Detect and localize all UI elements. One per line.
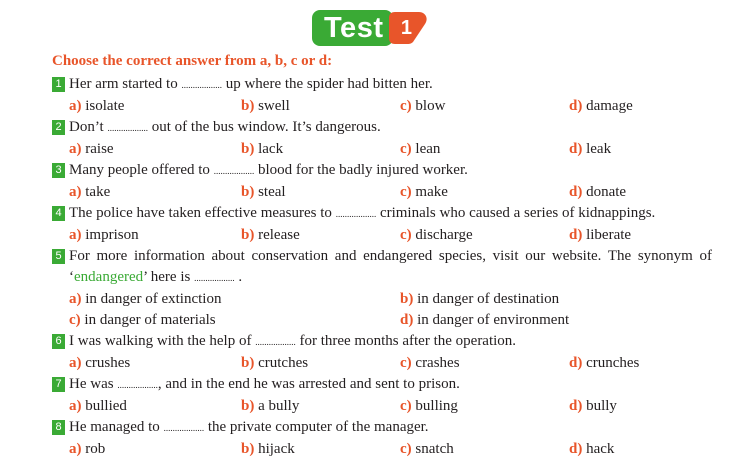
- option-a[interactable]: a) crushes: [69, 355, 131, 371]
- question-text-mid: ’ here is: [143, 269, 191, 285]
- question-2: [52, 117, 712, 139]
- blank: ..................: [335, 209, 377, 219]
- highlighted-word: endangered: [74, 269, 144, 285]
- question-7: [52, 374, 712, 396]
- option-d[interactable]: d) bully: [569, 398, 617, 414]
- option-c[interactable]: c) crashes: [400, 355, 460, 371]
- blank: ..................: [117, 380, 158, 390]
- option-b[interactable]: b) in danger of destination: [400, 291, 560, 307]
- question-4: [52, 203, 712, 225]
- option-b[interactable]: b) crutches: [241, 355, 309, 371]
- options-row: [52, 439, 712, 460]
- option-c[interactable]: c) discharge: [400, 227, 473, 243]
- test-header: [312, 8, 429, 48]
- option-d[interactable]: d) donate: [569, 184, 627, 200]
- question-number: 8: [52, 420, 65, 435]
- question-text-after: for three months after the operation.: [299, 333, 517, 349]
- question-text-before: For more information about conservation and endangered species, visit our website. The synonym of ‘: [69, 248, 712, 285]
- blank: ..................: [213, 166, 255, 176]
- test-number: 1: [400, 17, 413, 39]
- option-b[interactable]: b) swell: [241, 98, 290, 114]
- question-text-before: Her arm started to: [69, 76, 178, 92]
- option-a[interactable]: a) bullied: [69, 398, 127, 414]
- options-row: [52, 353, 712, 374]
- option-b[interactable]: b) hijack: [241, 441, 295, 457]
- option-c[interactable]: c) snatch: [400, 441, 454, 457]
- question-number: 1: [52, 77, 65, 92]
- question-text-after: up where the spider had bitten her.: [225, 76, 433, 92]
- question-text-after: criminals who caused a series of kidnappings.: [379, 205, 656, 221]
- option-c[interactable]: c) blow: [400, 98, 446, 114]
- question-number: 3: [52, 163, 65, 178]
- option-b[interactable]: b) lack: [241, 141, 284, 157]
- test-number-badge: [389, 12, 429, 44]
- question-number: 5: [52, 249, 65, 264]
- question-number: 2: [52, 120, 65, 135]
- option-d[interactable]: d) hack: [569, 441, 615, 457]
- options-row: [52, 289, 712, 310]
- option-c[interactable]: c) bulling: [400, 398, 458, 414]
- option-d[interactable]: d) crunches: [569, 355, 640, 371]
- question-text-before: He managed to: [69, 419, 160, 435]
- option-b[interactable]: b) a bully: [241, 398, 300, 414]
- question-number: 7: [52, 377, 65, 392]
- option-d[interactable]: d) liberate: [569, 227, 632, 243]
- question-5: [52, 246, 712, 289]
- option-c[interactable]: c) in danger of materials: [69, 312, 216, 328]
- blank: ..................: [255, 337, 296, 347]
- question-6: [52, 331, 712, 353]
- option-d[interactable]: d) leak: [569, 141, 612, 157]
- question-text-after: the private computer of the manager.: [207, 419, 429, 435]
- blank: ..................: [163, 423, 205, 433]
- option-a[interactable]: a) imprison: [69, 227, 139, 243]
- question-number: 6: [52, 334, 65, 349]
- question-3: [52, 160, 712, 182]
- question-1: [52, 74, 712, 96]
- instruction-text: Choose the correct answer from a, b, c or d:: [52, 53, 333, 69]
- options-row: [52, 310, 712, 331]
- test-title-badge: Test: [312, 10, 393, 46]
- options-row: [52, 225, 712, 246]
- option-b[interactable]: b) release: [241, 227, 300, 243]
- options-row: [52, 396, 712, 417]
- options-row: [52, 96, 712, 117]
- option-a[interactable]: a) take: [69, 184, 111, 200]
- blank: ..................: [107, 123, 148, 133]
- question-text-after: .: [238, 269, 243, 285]
- option-a[interactable]: a) isolate: [69, 98, 125, 114]
- question-text-before: The police have taken effective measures to: [69, 205, 332, 221]
- blank: ..................: [194, 273, 235, 283]
- question-list: [52, 74, 712, 460]
- option-d[interactable]: d) damage: [569, 98, 633, 114]
- question-text-before: I was walking with the help of: [69, 333, 252, 349]
- option-b[interactable]: b) steal: [241, 184, 286, 200]
- question-text-before: Many people offered to: [69, 162, 210, 178]
- options-row: [52, 139, 712, 160]
- option-a[interactable]: a) rob: [69, 441, 106, 457]
- question-8: [52, 417, 712, 439]
- question-text-after: , and in the end he was arrested and sent to prison.: [157, 376, 460, 392]
- question-number: 4: [52, 206, 65, 221]
- question-text-after: blood for the badly injured worker.: [257, 162, 468, 178]
- option-c[interactable]: c) lean: [400, 141, 441, 157]
- option-a[interactable]: a) raise: [69, 141, 114, 157]
- question-text-before: He was: [69, 376, 114, 392]
- option-d[interactable]: d) in danger of environment: [400, 312, 570, 328]
- option-c[interactable]: c) make: [400, 184, 448, 200]
- blank: ..................: [181, 80, 222, 90]
- question-text-after: out of the bus window. It’s dangerous.: [151, 119, 381, 135]
- options-row: [52, 182, 712, 203]
- question-text-before: Don’t: [69, 119, 104, 135]
- option-a[interactable]: a) in danger of extinction: [69, 291, 222, 307]
